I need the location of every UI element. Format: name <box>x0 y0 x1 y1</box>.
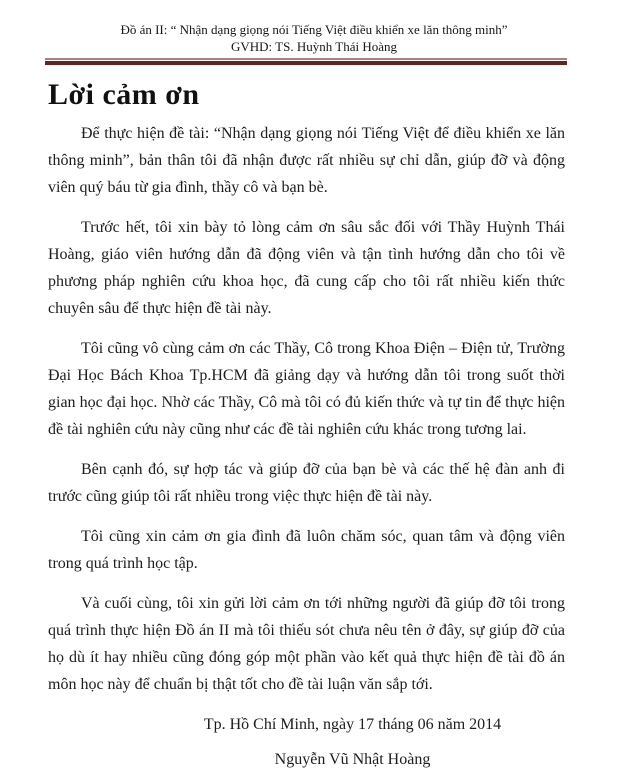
paragraph: Và cuối cùng, tôi xin gửi lời cảm ơn tới những người đã giúp đỡ tôi trong quá trình thực hiện Đồ án II mà tôi thiếu sót chưa nêu tên ở đây, sự giúp đỡ của họ dù ít hay nhiều cũng đóng góp một phần vào kết quả thực hiện đề tài đồ án môn học này để chuẩn bị thật tốt cho đề tài luận văn sắp tới. <box>48 595 565 693</box>
signature-name: Nguyễn Vũ Nhật Hoàng <box>274 751 431 768</box>
header-rule-thin-line <box>45 58 567 60</box>
paragraph: Bên cạnh đó, sự hợp tác và giúp đỡ của bạn bè và các thế hệ đàn anh đi trước cũng giúp tôi rất nhiều trong việc thực hiện đề tài này. <box>48 461 565 505</box>
paragraph: Tôi cũng vô cùng cảm ơn các Thầy, Cô trong Khoa Điện – Điện tử, Trường Đại Học Bách Khoa Tp.HCM đã giảng dạy và hướng dẫn tôi trong suốt thời gian học đại học. Nhờ các Thầy, Cô mà tôi có đủ kiến thức và tự tin để thực hiện đề tài nghiên cứu này cũng như các đề tài nghiên cứu khác trong tương lai. <box>48 340 565 438</box>
document-body <box>48 113 565 698</box>
header-advisor-line: GVHD: TS. Huỳnh Thái Hoàng <box>231 39 397 54</box>
signature-place-date: Tp. Hồ Chí Minh, ngày 17 tháng 06 năm 2014 <box>203 716 502 733</box>
paragraph: Tôi cũng xin cảm ơn gia đình đã luôn chăm sóc, quan tâm và động viên trong quá trình học tập. <box>48 528 565 572</box>
header-rule <box>45 58 567 65</box>
header-rule-thick-line <box>45 61 567 65</box>
page-header <box>0 0 628 55</box>
signature-block <box>140 711 565 773</box>
paragraph: Để thực hiện đề tài: “Nhận dạng giọng nói Tiếng Việt để điều khiển xe lăn thông minh”, bản thân tôi đã nhận được rất nhiều sự chỉ dẫn, giúp đỡ và động viên quý báu từ gia đình, thầy cô và bạn bè. <box>48 125 565 196</box>
paragraph: Trước hết, tôi xin bày tỏ lòng cảm ơn sâu sắc đối với Thầy Huỳnh Thái Hoàng, giáo viên hướng dẫn đã động viên và tận tình hướng dẫn cho tôi về phương pháp nghiên cứu khoa học, đã cung cấp cho tôi rất nhiều kiến thức chuyên sâu để thực hiện đề tài này. <box>48 219 565 317</box>
header-project-line: Đồ án II: “ Nhận dạng giọng nói Tiếng Việt điều khiển xe lăn thông minh” <box>120 22 508 37</box>
page-title: Lời cảm ơn <box>48 78 200 111</box>
